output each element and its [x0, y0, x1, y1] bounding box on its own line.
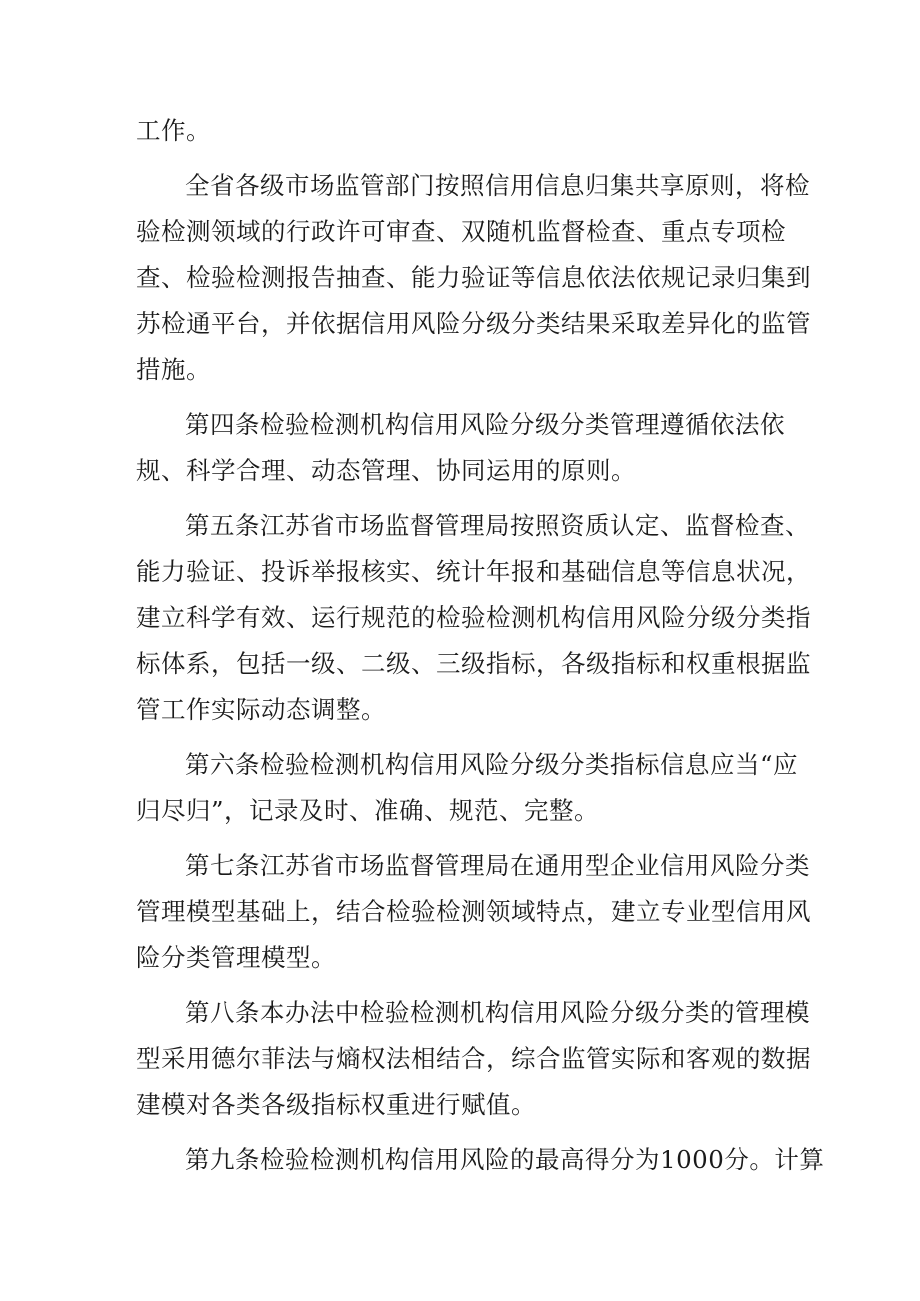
body-line: 型采用德尔菲法与熵权法相结合，综合监管实际和客观的数据 — [136, 1044, 811, 1073]
body-line: 第六条检验检测机构信用风险分级分类指标信息应当“应 — [185, 750, 799, 779]
paragraph-gap — [136, 733, 776, 742]
body-line: 措施。 — [136, 355, 211, 384]
body-line: 归尽归”，记录及时、准确、规范、完整。 — [136, 796, 600, 825]
body-line: 查、检验检测报告抽查、能力验证等信息依法依规记录归集到 — [136, 263, 811, 292]
body-line: 能力验证、投诉举报核实、统计年报和基础信息等信息状况， — [136, 557, 811, 586]
paragraph-gap — [136, 981, 776, 990]
body-line: 建立科学有效、运行规范的检验检测机构信用风险分级分类指 — [136, 603, 811, 632]
body-line: 规、科学合理、动态管理、协同运用的原则。 — [136, 456, 636, 485]
document-body — [136, 108, 825, 1183]
body-line: 验检测领域的行政许可审查、双随机监督检查、重点专项检 — [136, 217, 786, 246]
body-line: 管理模型基础上，结合检验检测领域特点，建立专业型信用风 — [136, 897, 811, 926]
body-line: 第七条江苏省市场监督管理局在通用型企业信用风险分类 — [185, 851, 810, 880]
body-line: 第五条江苏省市场监督管理局按照资质认定、监督检查、 — [185, 511, 810, 540]
paragraph-gap — [136, 494, 776, 503]
body-line: 第八条本办法中检验检测机构信用风险分级分类的管理模 — [185, 998, 810, 1027]
body-line: 第四条检验检测机构信用风险分级分类管理遵循依法依 — [185, 410, 785, 439]
paragraph-gap — [136, 1128, 776, 1137]
body-line: 工作。 — [136, 116, 211, 145]
paragraph-gap — [136, 834, 776, 843]
paragraph-gap — [136, 154, 776, 163]
body-line: 管工作实际动态调整。 — [136, 695, 386, 724]
body-line: 第九条检验检测机构信用风险的最高得分为1000分。计算 — [185, 1145, 825, 1174]
body-line: 建模对各类各级指标权重进行赋值。 — [136, 1090, 536, 1119]
body-line: 险分类管理模型。 — [136, 943, 336, 972]
body-line: 全省各级市场监管部门按照信用信息归集共享原则，将检 — [185, 171, 810, 200]
body-line: 苏检通平台，并依据信用风险分级分类结果采取差异化的监管 — [136, 309, 811, 338]
body-line: 标体系，包括一级、二级、三级指标，各级指标和权重根据监 — [136, 649, 811, 678]
paragraph-gap — [136, 393, 776, 402]
